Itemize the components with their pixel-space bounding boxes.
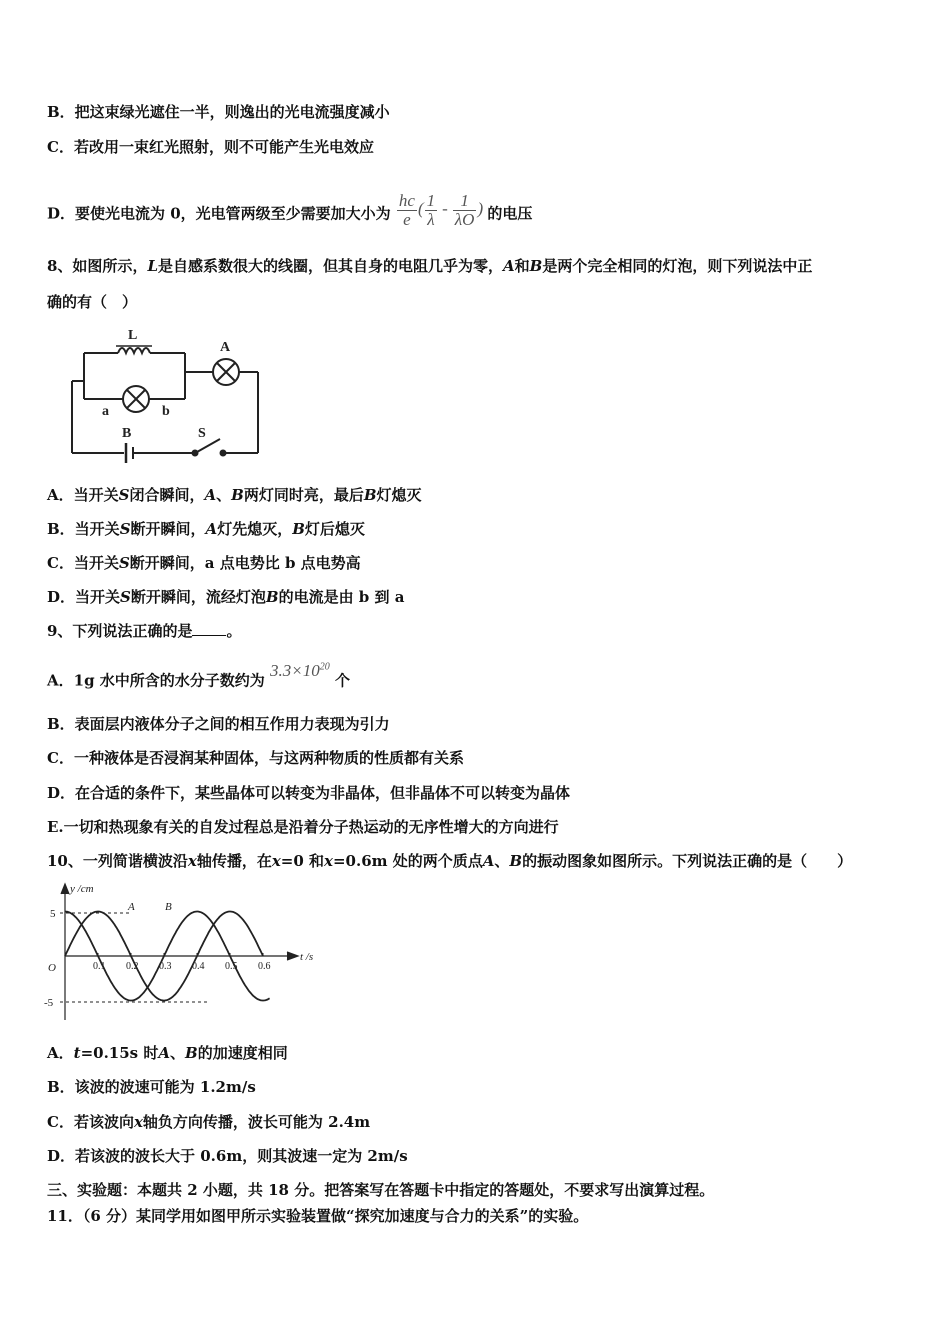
- formula-minus: -: [442, 199, 448, 219]
- section-3-heading: 三、实验题：本题共 2 小题，共 18 分。把答案写在答题卡中指定的答题处，不要求写出演算过程。: [47, 1181, 715, 1199]
- q8-option-c: C．当开关S断开瞬间，a 点电势比 b 点电势高: [47, 554, 361, 572]
- x-tick-label: 0.3: [159, 961, 172, 972]
- formula-hc: hc: [398, 191, 415, 210]
- curve-b-label: B: [165, 901, 172, 913]
- q7-option-b: B．把这束绿光遮住一半，则逸出的光电流强度减小: [47, 103, 390, 121]
- x-tick-label: 0.1: [93, 961, 106, 972]
- q8-option-b: B．当开关S断开瞬间，A灯先熄灭，B灯后熄灭: [47, 520, 365, 538]
- formula-lambda: λ: [427, 210, 435, 229]
- x-tick-label: 0.4: [192, 961, 205, 972]
- y-axis-label: y /cm: [70, 883, 94, 895]
- q10-option-a: A．t=0.15s 时A、B的加速度相同: [47, 1044, 288, 1062]
- q10-vibration-graph: [40, 880, 330, 1025]
- x-axis-arrow: [287, 952, 298, 960]
- q9-option-b: B．表面层内液体分子之间的相互作用力表现为引力: [47, 715, 390, 733]
- formula-lparen: (: [417, 199, 424, 219]
- q9-option-a: A．1g 水中所含的水分子数约为 $3.3\times 10^{20}$ 个: [47, 660, 351, 690]
- q9-option-c: C．一种液体是否浸润某种固体，与这两种物质的性质都有关系: [47, 749, 464, 767]
- molecule-count-formula: $3.3\times 10^{20}$: [270, 660, 330, 680]
- x-tick-label: 0.2: [126, 961, 139, 972]
- y-neg-label: -5: [44, 997, 54, 1009]
- label-small-a: a: [102, 404, 109, 419]
- formula-lambda0: λO: [454, 210, 475, 229]
- origin-label: O: [48, 962, 56, 974]
- q9-option-d: D．在合适的条件下，某些晶体可以转变为非晶体，但非晶体不可以转变为晶体: [47, 784, 571, 802]
- formula-one-2: 1: [453, 192, 477, 211]
- q7-option-d-prefix: D．要使光电流为 0，光电管两级至少需要加大小为: [47, 204, 391, 223]
- q10-stem: 10、一列简谐横波沿x轴传播，在x=0 和x=0.6m 处的两个质点A、B的振动图象如图所示。下列说法正确的是（ ）: [47, 852, 853, 870]
- formula-one: 1: [426, 191, 436, 210]
- y-pos-label: 5: [50, 908, 56, 920]
- q8-option-a: A．当开关S闭合瞬间，A、B两灯同时亮，最后B灯熄灭: [47, 486, 422, 504]
- x-tick-label: 0.6: [258, 961, 271, 972]
- label-s: S: [198, 426, 206, 441]
- inductor-coil: [118, 348, 150, 353]
- y-axis-arrow: [61, 884, 69, 894]
- curve-a-label: A: [128, 901, 135, 913]
- q8-circuit-diagram: [60, 325, 270, 470]
- label-a: A: [220, 340, 231, 355]
- q7-option-d-suffix: 的电压: [487, 204, 533, 223]
- q7-option-d: [47, 191, 533, 233]
- q7-option-c: C．若改用一束红光照射，则不可能产生光电效应: [47, 138, 374, 156]
- label-l: L: [128, 328, 138, 343]
- q11-stem: 11．（6 分）某同学用如图甲所示实验装置做“探究加速度与合力的关系”的实验。: [47, 1207, 589, 1225]
- q10-option-d: D．若该波的波长大于 0.6m，则其波速一定为 2m/s: [47, 1147, 408, 1165]
- q8-stem-line2: 确的有（ ）: [47, 293, 138, 311]
- answer-blank: [192, 621, 226, 636]
- q9-option-e: E.一切和热现象有关的自发过程总是沿着分子热运动的无序性增大的方向进行: [47, 818, 559, 836]
- q10-option-b: B．该波的波速可能为 1.2m/s: [47, 1078, 256, 1096]
- formula-rparen: ): [477, 199, 484, 219]
- formula-e: e: [403, 210, 411, 229]
- q8-option-d: D．当开关S断开瞬间，流经灯泡B的电流是由 b 到 a: [47, 588, 405, 606]
- x-tick-label: 0.5: [225, 961, 238, 972]
- label-b: B: [122, 426, 132, 441]
- q10-option-c: C．若该波向x轴负方向传播，波长可能为 2.4m: [47, 1113, 371, 1131]
- q9-stem: 9、下列说法正确的是 。: [47, 622, 242, 640]
- x-axis-label: t /s: [300, 951, 314, 963]
- label-small-b: b: [162, 404, 170, 419]
- q8-stem-line1: 8、如图所示，L是自感系数很大的线圈，但其自身的电阻几乎为零，A和B是两个完全相同的灯泡，则下列说法中正: [47, 257, 813, 275]
